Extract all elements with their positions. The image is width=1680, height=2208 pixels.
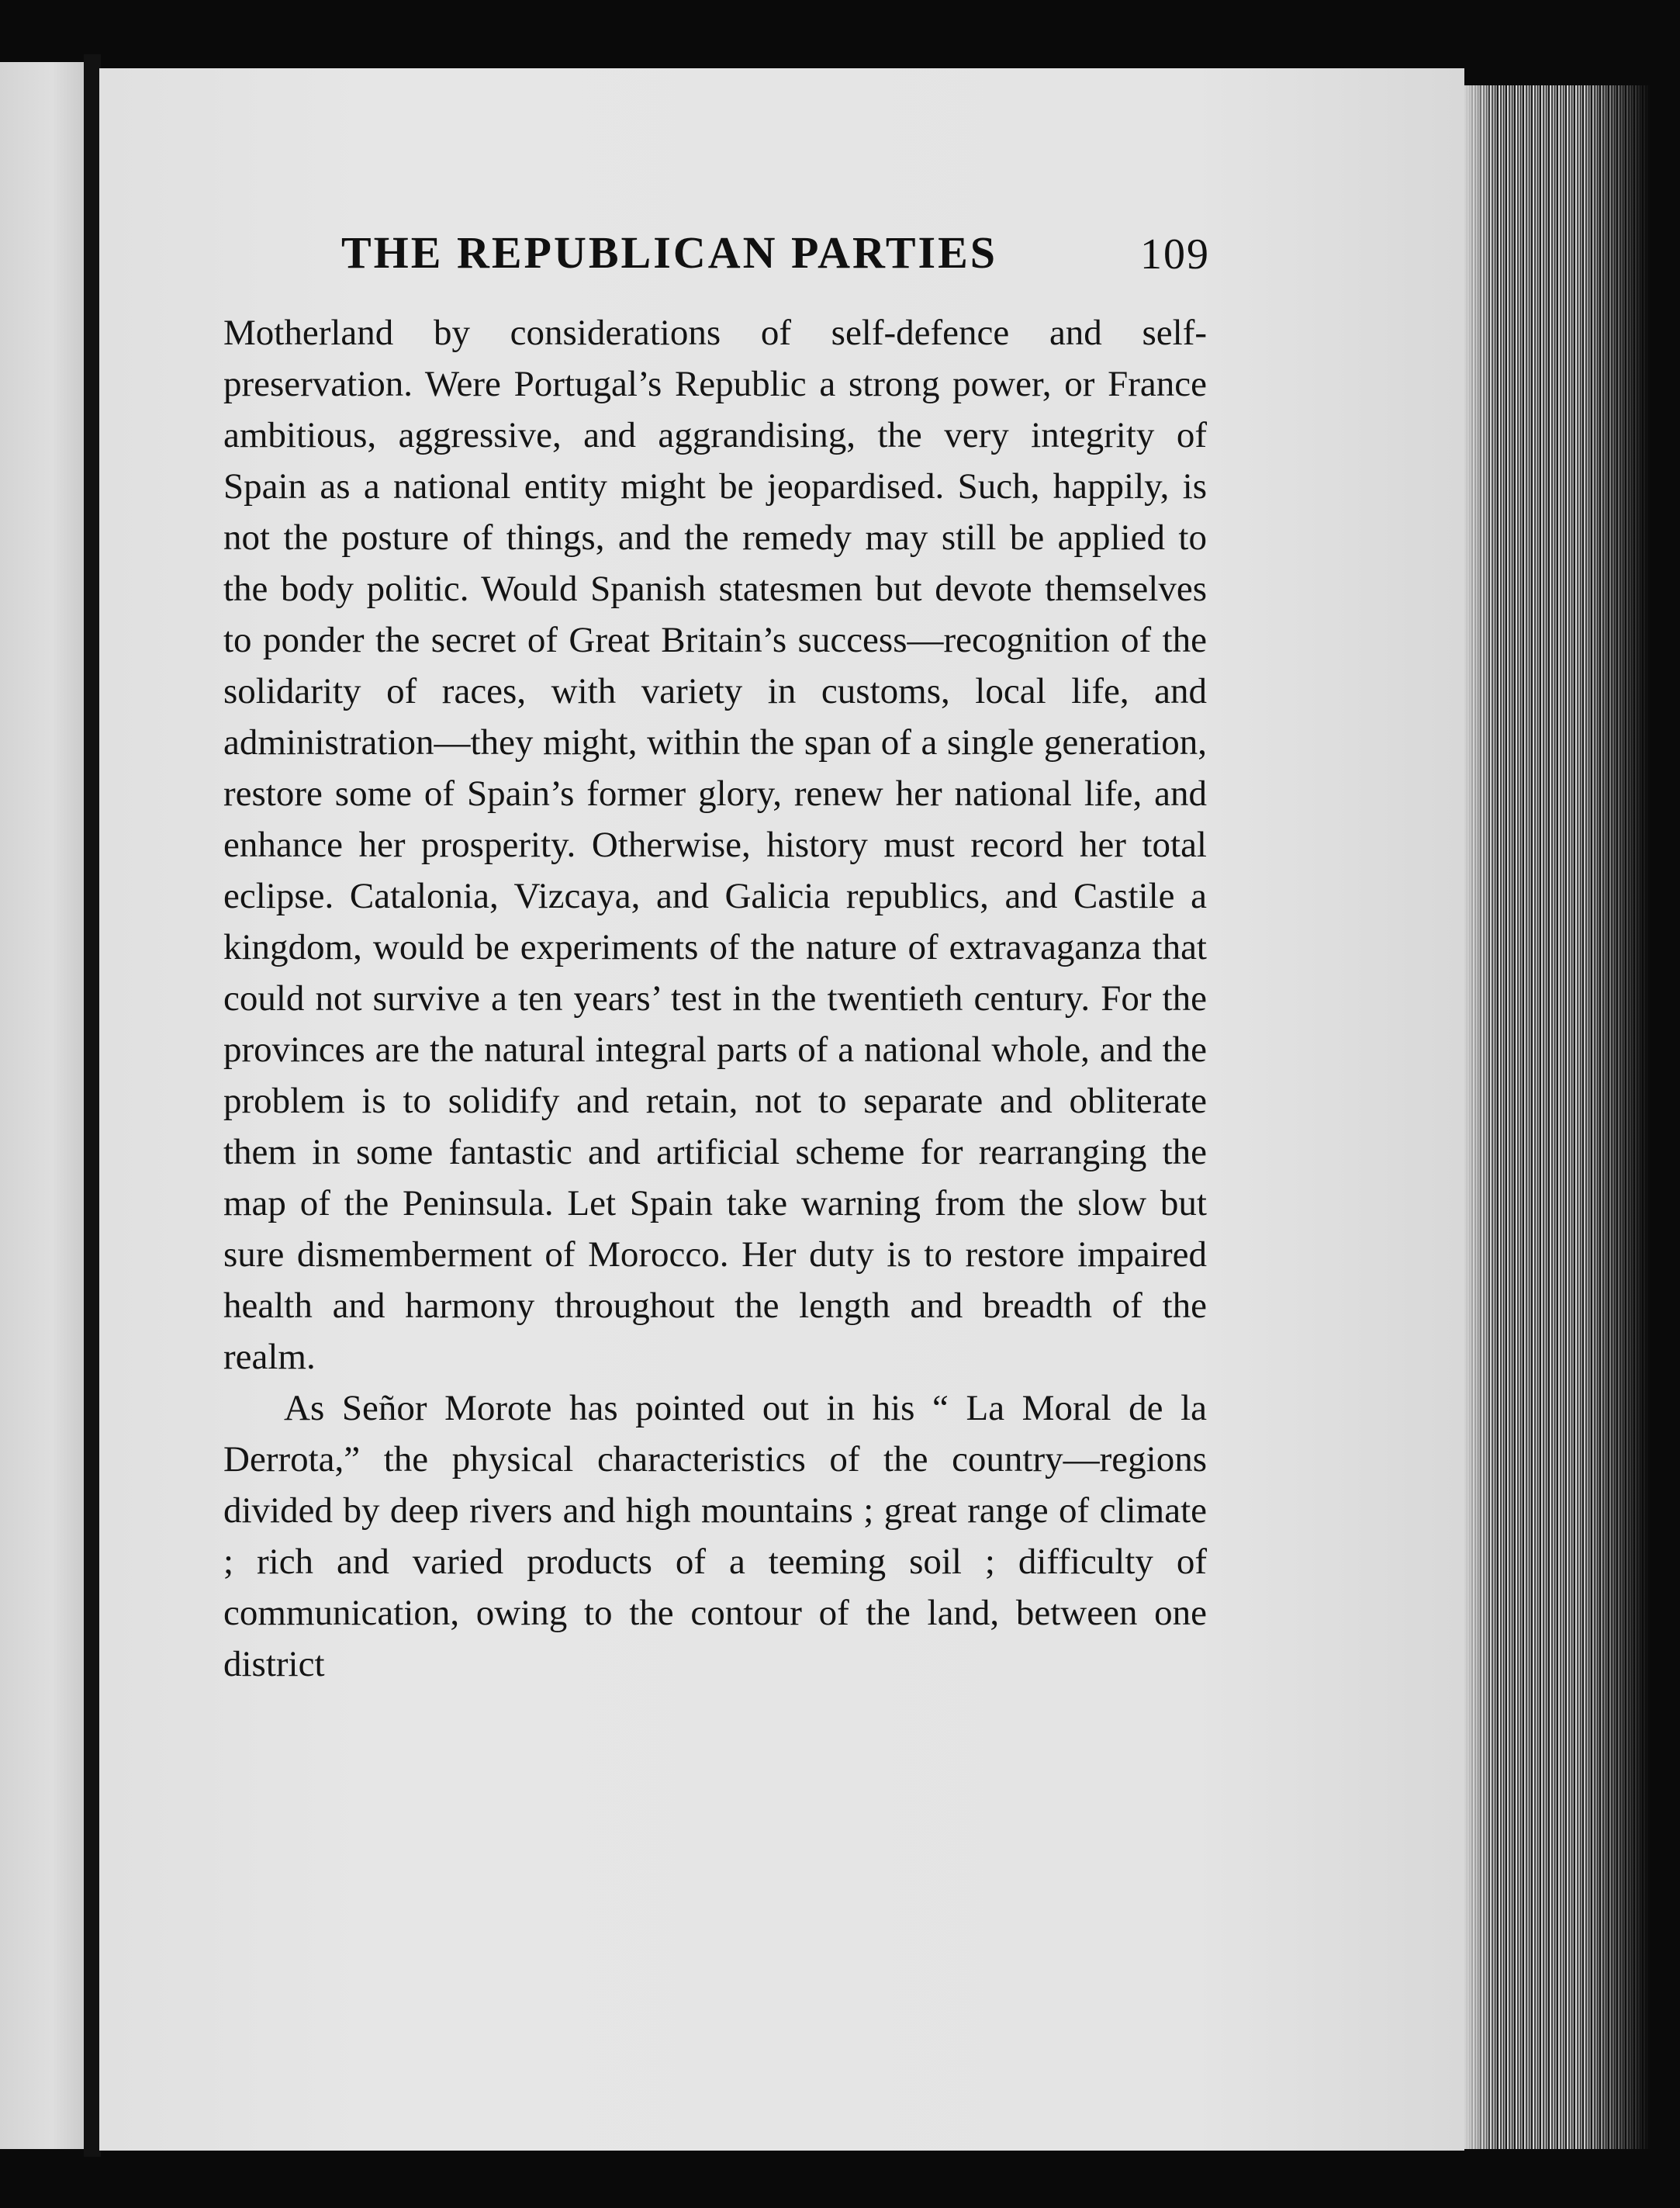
page-number: 109 — [1140, 230, 1210, 279]
paragraph: As Señor Morote has pointed out in his “ La Moral de la Derrota,” the physical characteristics of the country—regions divided by deep rivers and high mountains ; great range of climate ; rich and varied products of a teeming soil ; difficulty of communication, owing to the contour of the land, between one district — [223, 1388, 1207, 1684]
page-stack-edge — [1464, 85, 1651, 2149]
running-title: THE REPUBLICAN PARTIES — [341, 227, 998, 278]
body-text — [223, 307, 1207, 1690]
book-gutter — [84, 54, 101, 2157]
previous-page-edge — [0, 62, 87, 2149]
running-header — [341, 227, 1210, 289]
paragraph-continued: Motherland by considerations of self-defence and self-preservation. Were Portugal’s Republic a strong power, or France ambitious, aggressive, and aggrandising, the very integrity of Spain as a national entity might be jeopardised. Such, happily, is not the posture of things, and the remedy may still be applied to the body politic. Would Spanish statesmen but devote themselves to ponder the secret of Great Britain’s success—recognition of the solidarity of races, with variety in customs, local life, and administration—they might, within the span of a single generation, restore some of Spain’s former glory, renew her national life, and enhance her prosperity. Otherwise, history must record her total eclipse. Catalonia, Vizcaya, and Galicia republics, and Castile a kingdom, would be experiments of the nature of extravaganza that could not survive a ten years’ test in the twentieth century. For the provinces are the natural integral parts of a national whole, and the problem is to solidify and retain, not to separate and obliterate them in some fantastic and artificial scheme for rearranging the map of the Peninsula. Let Spain take warning from the slow but sure dismemberment of Morocco. Her duty is to restore impaired health and harmony throughout the length and breadth of the realm. — [223, 313, 1207, 1377]
